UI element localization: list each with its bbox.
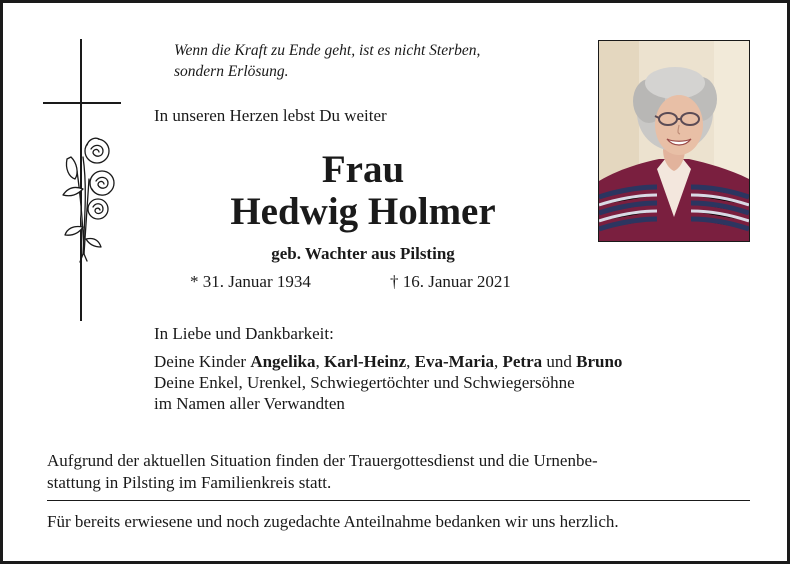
mourners-list bbox=[154, 351, 622, 414]
closing-text: Für bereits erwiesene und noch zugedachte Anteilnahme bedanken wir uns herzlich. bbox=[47, 512, 619, 531]
salutation: Frau bbox=[321, 148, 405, 191]
child-name: Eva-Maria bbox=[414, 352, 494, 371]
notice-line-2: stattung in Pilsting im Familienkreis statt. bbox=[47, 473, 332, 492]
birth-date: * 31. Januar 1934 bbox=[190, 272, 311, 291]
birth-name: geb. Wachter aus Pilsting bbox=[271, 244, 455, 263]
children-joiner: und bbox=[546, 352, 572, 371]
children-separator: , bbox=[315, 352, 324, 371]
divider bbox=[47, 500, 750, 501]
funeral-notice bbox=[47, 450, 759, 494]
child-name: Karl-Heinz bbox=[324, 352, 407, 371]
intro-text: In unseren Herzen lebst Du weiter bbox=[154, 106, 387, 125]
child-name: Angelika bbox=[250, 352, 316, 371]
children-prefix: Deine Kinder bbox=[154, 352, 247, 371]
epigraph-quote bbox=[174, 40, 480, 82]
mourners-heading: In Liebe und Dankbarkeit: bbox=[154, 324, 334, 343]
children-line bbox=[154, 351, 622, 372]
notice-line-1: Aufgrund der aktuellen Situation finden der Trauergottesdienst und die Urnenbe- bbox=[47, 451, 598, 470]
child-name: Petra bbox=[502, 352, 543, 371]
child-name: Bruno bbox=[576, 352, 623, 371]
death-date: † 16. Januar 2021 bbox=[390, 272, 511, 291]
quote-line-2: sondern Erlösung. bbox=[174, 63, 289, 80]
quote-line-1: Wenn die Kraft zu Ende geht, ist es nicht Sterben, bbox=[174, 42, 481, 59]
portrait-photo bbox=[598, 40, 750, 242]
grandchildren-line: Deine Enkel, Urenkel, Schwiegertöchter und Schwiegersöhne bbox=[154, 373, 575, 392]
relatives-line: im Namen aller Verwandten bbox=[154, 394, 345, 413]
deceased-name: Hedwig Holmer bbox=[230, 190, 496, 233]
children-separator: , bbox=[493, 352, 503, 371]
cross-with-roses-icon bbox=[43, 39, 123, 321]
children-separator: , bbox=[406, 352, 415, 371]
